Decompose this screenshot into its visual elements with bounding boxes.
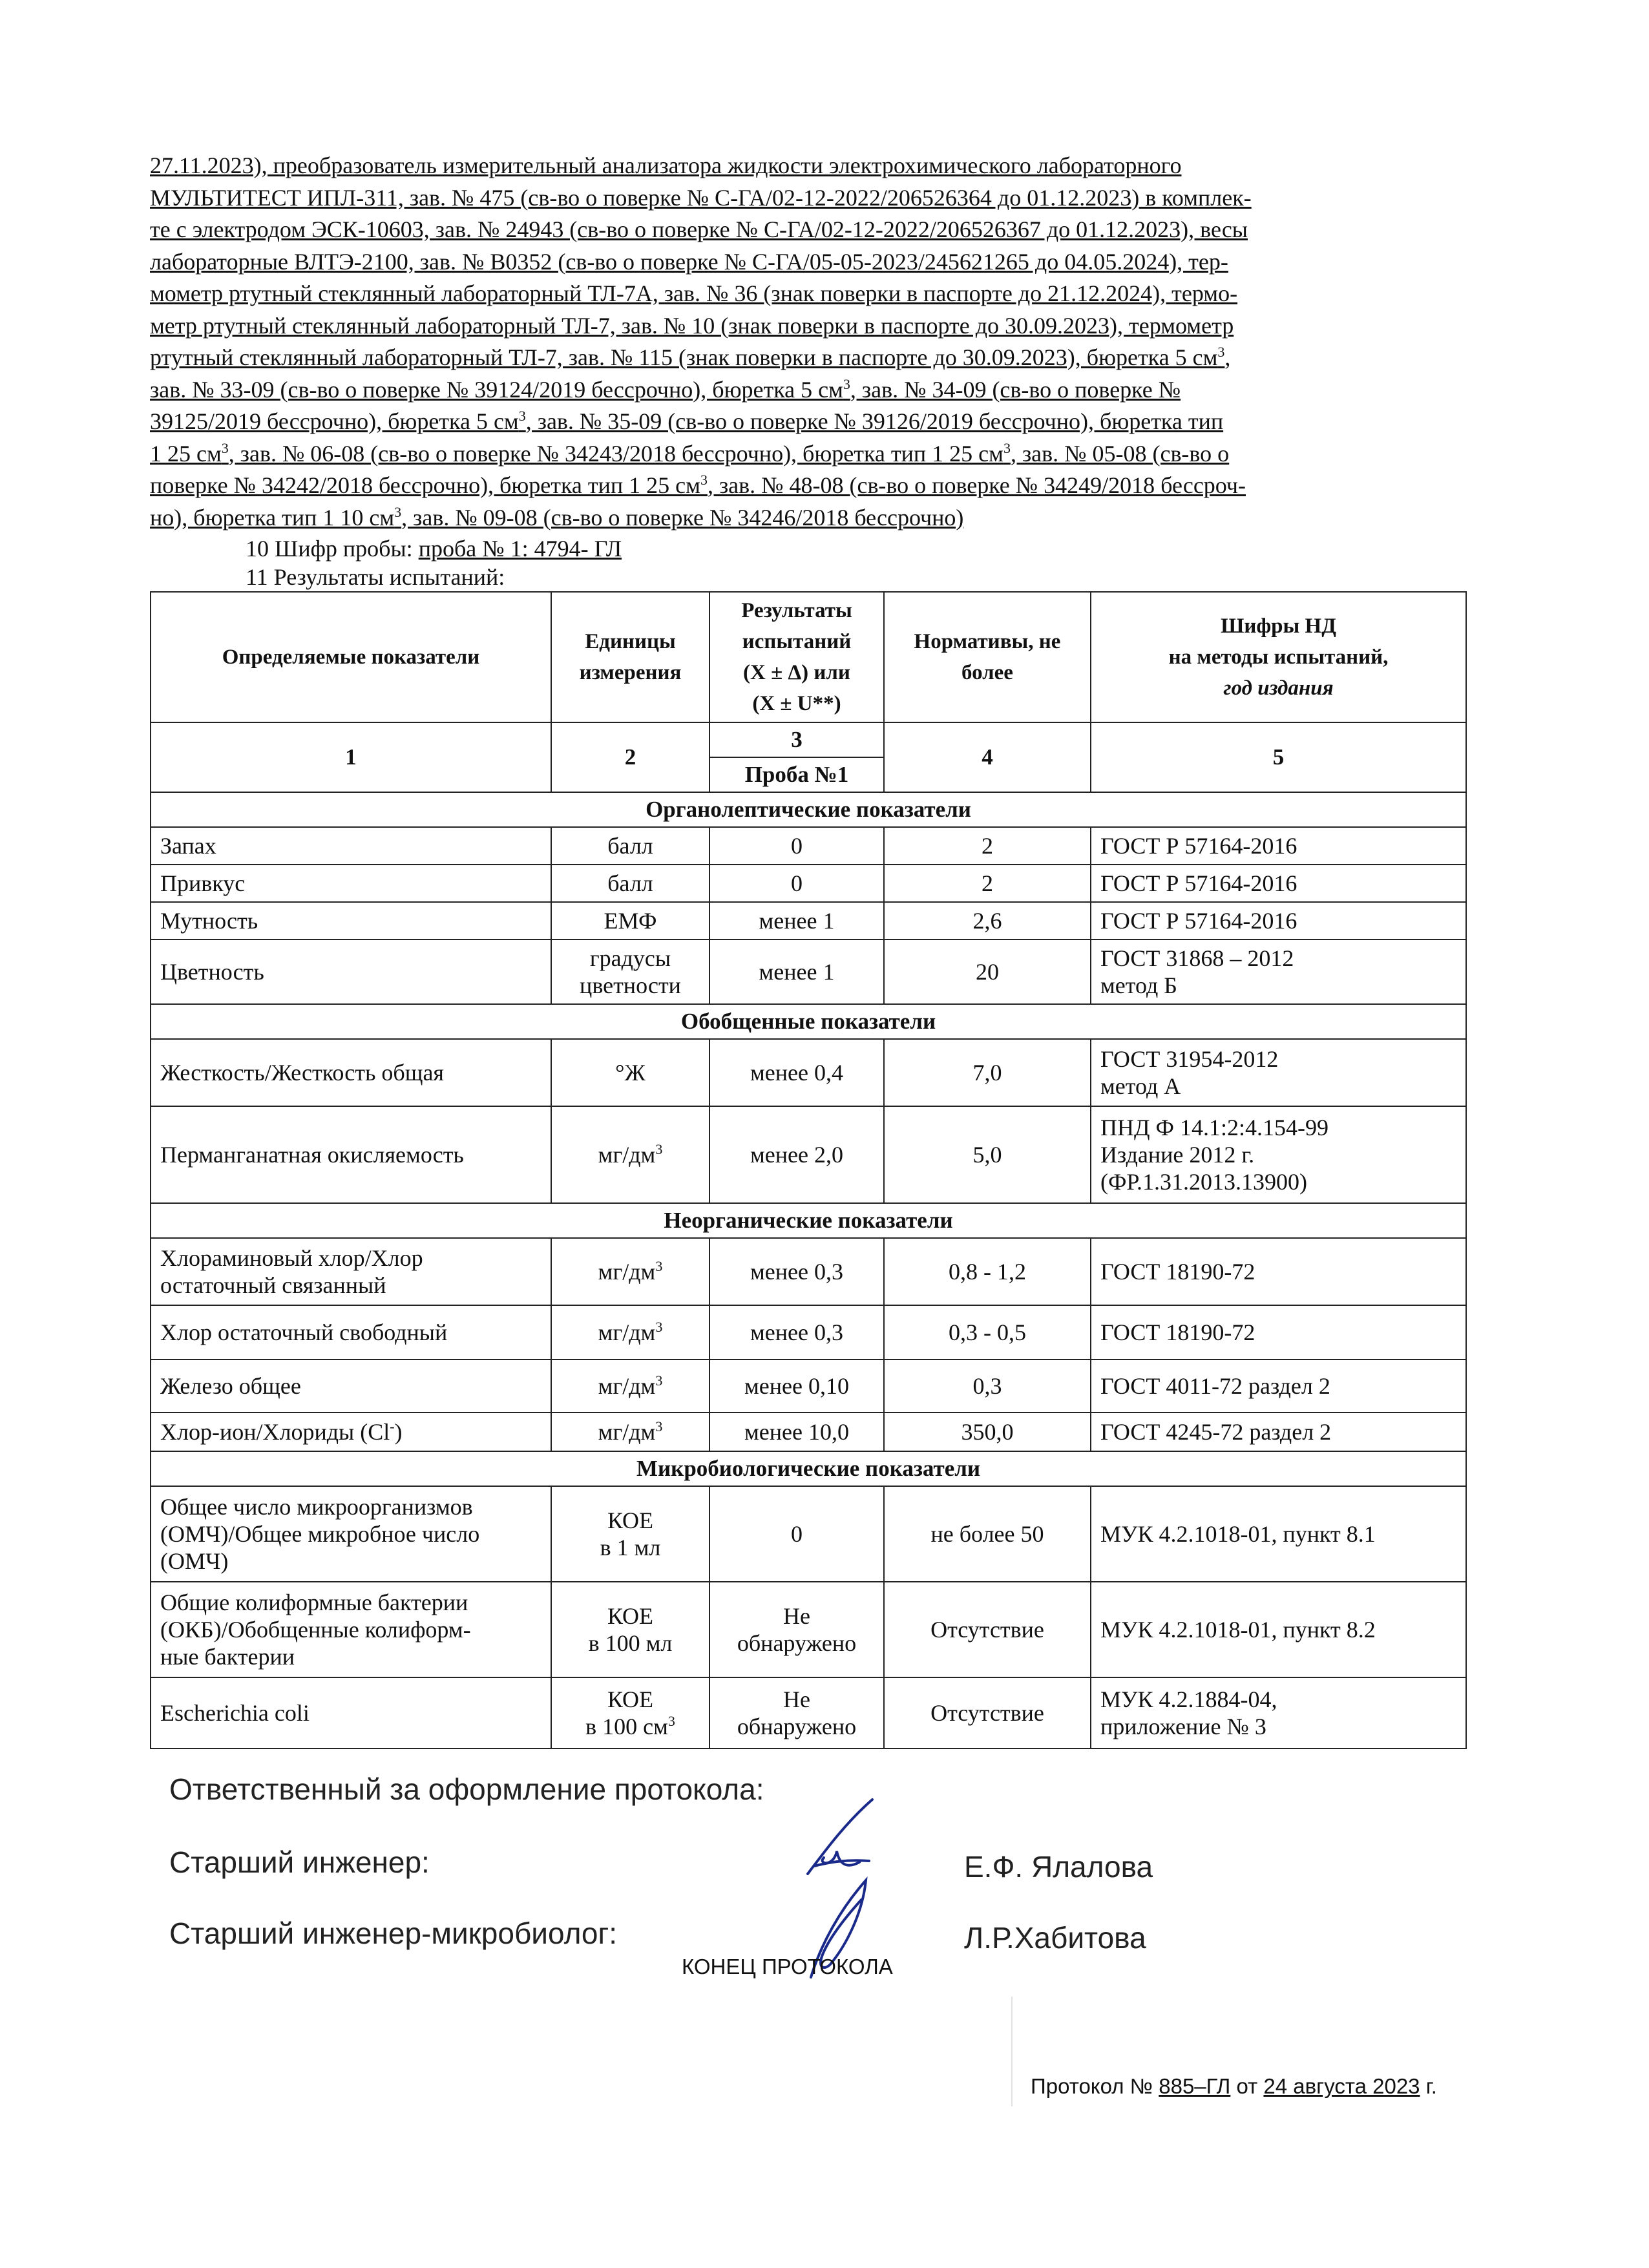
role-senior-engineer: Старший инженер: xyxy=(169,1845,430,1879)
table-row: Escherichia coli КОЕ в 100 $см^3$ Не обнаружено Отсутствие МУК 4.2.1884-04, приложение № 3 xyxy=(151,1677,1466,1748)
table-row: Цветность градусы цветности менее 1 20 ГОСТ 31868 – 2012 метод Б xyxy=(151,940,1466,1004)
intro-line: мометр ртутный стеклянный лабораторный ТЛ-7А, зав. № 36 (знак поверки в паспорте до 21.12.2024), термо- xyxy=(150,280,1238,306)
intro-line: но), бюретка тип 1 10 $см^3$, зав. № 09-08 (св-во о поверке № 34246/2018 бессрочно) xyxy=(150,503,964,530)
intro-line: МУЛЬТИТЕСТ ИПЛ-311, зав. № 475 (св-во о поверке № С-ГА/02-12-2022/206526364 до 01.12.2023) в комплек- xyxy=(150,184,1252,211)
intro-line: зав. № 33-09 (св-во о поверке № 39124/2019 бессрочно), бюретка 5 $см^3$, зав. № 34-09 (св-во о поверке № xyxy=(150,375,1181,403)
table-row: Хлор остаточный свободный $мг/дм^3$ менее 0,3 0,3 - 0,5 ГОСТ 18190-72 xyxy=(151,1305,1466,1360)
header-methods: Шифры НД на методы испытаний, год издания xyxy=(1091,592,1466,722)
instruments-paragraph xyxy=(150,150,1464,534)
intro-line: 27.11.2023), преобразователь измерительный анализатора жидкости электрохимического лабораторного xyxy=(150,152,1182,178)
intro-line: ртутный стеклянный лабораторный ТЛ-7, зав. № 115 (знак поверки в паспорте до 30.09.2023), бюретка 5 $см^3$, xyxy=(150,344,1231,370)
scan-artifact-line xyxy=(1011,1997,1013,2106)
table-row: Привкус балл 0 2 ГОСТ Р 57164-2016 xyxy=(151,865,1466,902)
table-header-row xyxy=(151,592,1466,722)
intro-line: метр ртутный стеклянный лабораторный ТЛ-7, зав. № 10 (знак поверки в паспорте до 30.09.2023), термометр xyxy=(150,312,1234,339)
table-row: Запах балл 0 2 ГОСТ Р 57164-2016 xyxy=(151,827,1466,865)
table-row: Железо общее $мг/дм^3$ менее 0,10 0,3 ГОСТ 4011-72 раздел 2 xyxy=(151,1360,1466,1412)
table-row: Общие колиформные бактерии (ОКБ)/Обобщенные колиформ- ные бактерии КОЕ в 100 мл Не обнаружено Отсутствие МУК 4.2.1018-01, пункт 8.2 xyxy=(151,1582,1466,1677)
section-row: Неорганические показатели xyxy=(151,1203,1466,1238)
end-of-protocol: КОНЕЦ ПРОТОКОЛА xyxy=(682,1955,893,1979)
header-indicators: Определяемые показатели xyxy=(151,592,551,722)
header-results: Результаты испытаний (X ± Δ) или (X ± U**) xyxy=(709,592,884,722)
table-row: Общее число микроорганизмов (ОМЧ)/Общее микробное число (ОМЧ) КОЕ в 1 мл 0 не более 50 МУК 4.2.1018-01, пункт 8.1 xyxy=(151,1486,1466,1582)
header-units: Единицы измерения xyxy=(551,592,709,722)
section-row: Микробиологические показатели xyxy=(151,1451,1466,1486)
table-row: Хлораминовый хлор/Хлор остаточный связанный $мг/дм^3$ менее 0,3 0,8 - 1,2 ГОСТ 18190-72 xyxy=(151,1238,1466,1305)
name-senior-microbiologist: Л.Р.Хабитова xyxy=(964,1921,1146,1955)
name-senior-engineer: Е.Ф. Ялалова xyxy=(964,1850,1153,1884)
table-row: Хлор-ион/Хлориды (Cl-) $мг/дм^3$ менее 10,0 350,0 ГОСТ 4245-72 раздел 2 xyxy=(151,1412,1466,1451)
table-row: Мутность ЕМФ менее 1 2,6 ГОСТ Р 57164-2016 xyxy=(151,902,1466,940)
table-row: Перманганатная окисляемость $мг/дм^3$ менее 2,0 5,0 ПНД Ф 14.1:2:4.154-99 Издание 2012 г. (ФР.1.31.2013.13900) xyxy=(151,1106,1466,1203)
responsible-label: Ответственный за оформление протокола: xyxy=(169,1772,764,1806)
header-norms: Нормативы, не более xyxy=(884,592,1091,722)
role-senior-microbiologist: Старший инженер-микробиолог: xyxy=(169,1916,618,1950)
table-row: Жесткость/Жесткость общая °Ж менее 0,4 7,0 ГОСТ 31954-2012 метод А xyxy=(151,1039,1466,1106)
intro-line: 1 25 $см^3$, зав. № 06-08 (св-во о поверке № 34243/2018 бессрочно), бюретка тип 1 25 $см^3$, зав. № 05-08 (св-во о xyxy=(150,439,1230,467)
protocol-footer: Протокол № 885–ГЛ от 24 августа 2023 г. xyxy=(1031,2074,1437,2098)
section-row: Обобщенные показатели xyxy=(151,1004,1466,1039)
sample-label: Проба №1 xyxy=(709,757,884,792)
results-title: 11 Результаты испытаний: xyxy=(246,564,505,590)
intro-line: 39125/2019 бессрочно), бюретка 5 $см^3$, зав. № 35-09 (св-во о поверке № 39126/2019 бессрочно), бюретка тип xyxy=(150,408,1224,434)
results-table xyxy=(150,591,1467,1749)
column-number-row: 1 2 3 4 5 xyxy=(151,722,1466,757)
section-row: Органолептические показатели xyxy=(151,792,1466,827)
intro-line: лабораторные ВЛТЭ-2100, зав. № В0352 (св-во о поверке № С-ГА/05-05-2023/245621265 до 04.05.2024), тер- xyxy=(150,248,1228,275)
intro-line: поверке № 34242/2018 бессрочно), бюретка тип 1 25 $см^3$, зав. № 48-08 (св-во о поверке № 34249/2018 бессроч- xyxy=(150,472,1246,498)
sample-code-line: 10 Шифр пробы: проба № 1: 4794- ГЛ xyxy=(246,536,622,562)
intro-line: те с электродом ЭСК-10603, зав. № 24943 (св-во о поверке № С-ГА/02-12-2022/206526367 до 01.12.2023), весы xyxy=(150,216,1248,242)
sample-code: проба № 1: 4794- ГЛ xyxy=(418,536,622,562)
